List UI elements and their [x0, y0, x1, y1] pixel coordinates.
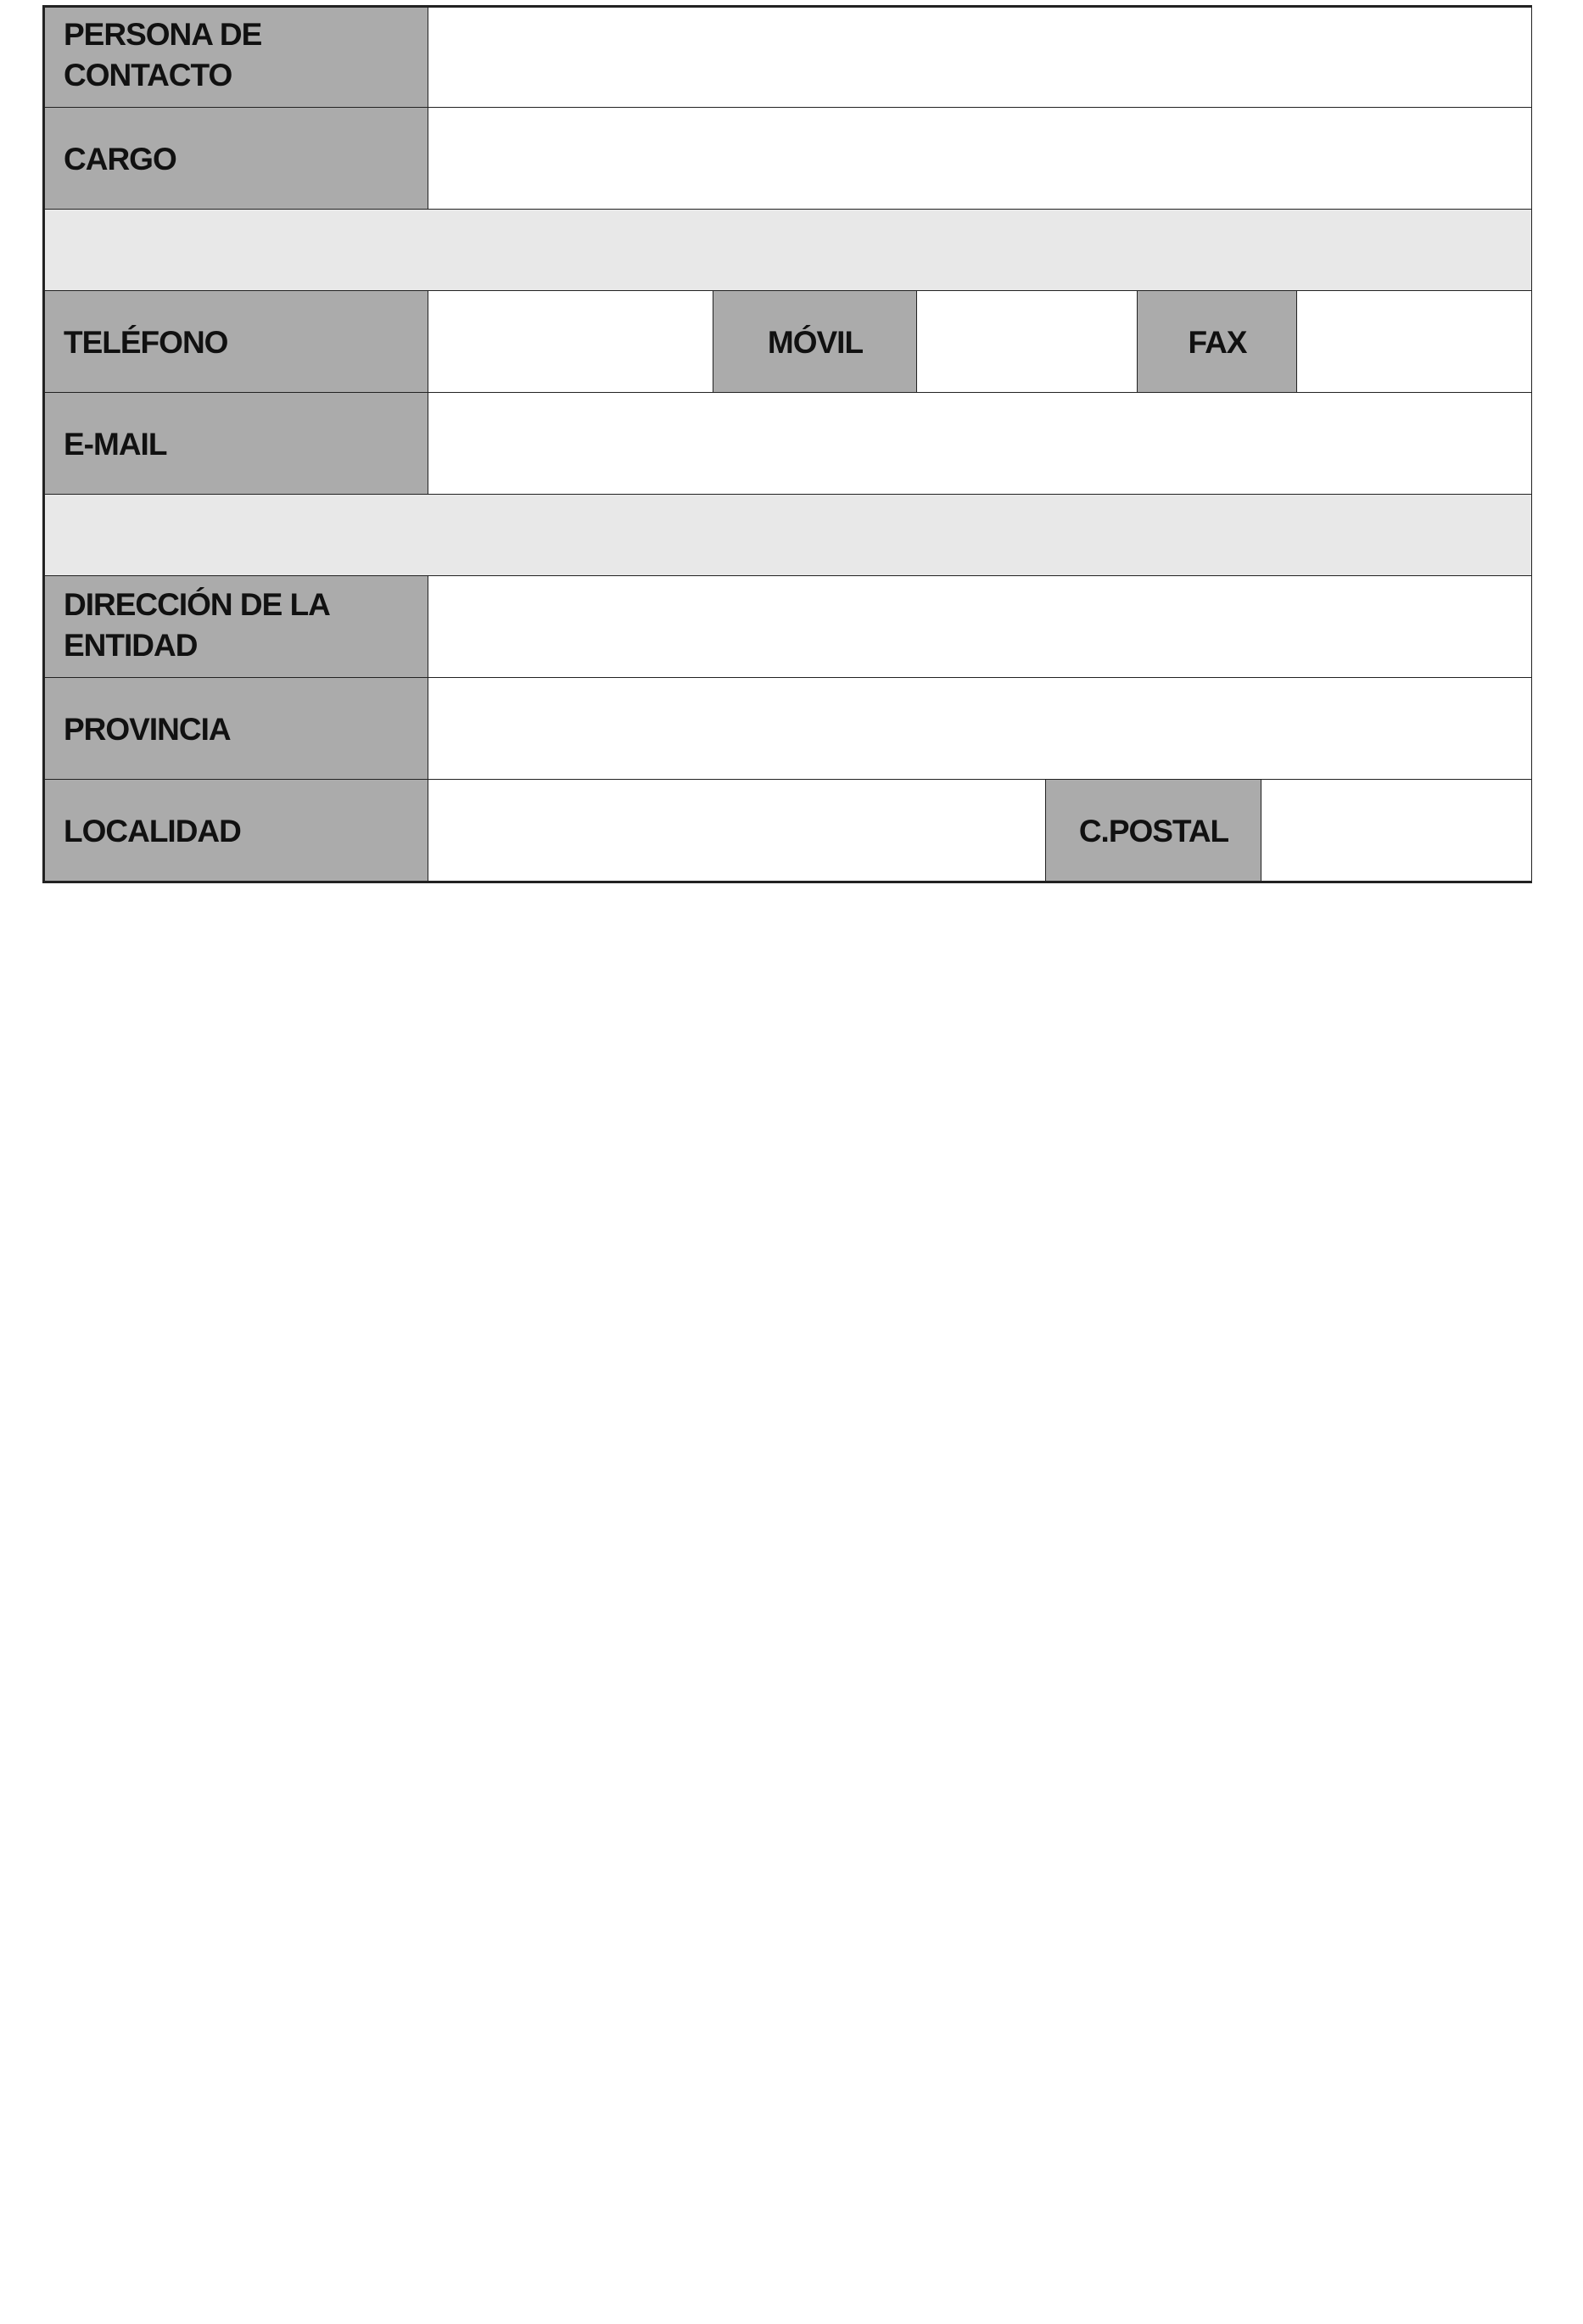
- address-field[interactable]: [428, 575, 1532, 679]
- address-label-line2: ENTIDAD: [64, 628, 198, 663]
- locality-label-cell: [44, 779, 429, 882]
- section-separator-2: [44, 494, 1532, 577]
- mobile-field[interactable]: [916, 290, 1138, 394]
- email-label: E-MAIL: [64, 427, 167, 462]
- position-label-cell: [44, 107, 429, 210]
- fax-label-cell: [1137, 290, 1298, 394]
- address-label-line1: DIRECCIÓN DE LA: [64, 587, 330, 622]
- position-label: CARGO: [64, 142, 176, 176]
- mobile-label: MÓVIL: [767, 325, 864, 360]
- province-label-cell: [44, 677, 429, 781]
- fax-field[interactable]: [1296, 290, 1532, 394]
- locality-label: LOCALIDAD: [64, 814, 241, 848]
- fax-label: FAX: [1188, 325, 1247, 360]
- contact-person-label-line2: CONTACTO: [64, 58, 232, 92]
- locality-field[interactable]: [428, 779, 1047, 882]
- postal-code-field[interactable]: [1261, 779, 1532, 882]
- phone-field[interactable]: [428, 290, 714, 394]
- mobile-label-cell: [713, 290, 918, 394]
- postal-code-label-cell: [1045, 779, 1262, 882]
- contact-person-label-cell: [44, 7, 429, 109]
- phone-label-cell: [44, 290, 429, 394]
- email-field[interactable]: [428, 392, 1532, 496]
- contact-form-table: [42, 5, 1532, 883]
- contact-person-field[interactable]: [428, 7, 1532, 109]
- section-separator-1: [44, 209, 1532, 292]
- address-label-cell: [44, 575, 429, 679]
- province-field[interactable]: [428, 677, 1532, 781]
- contact-person-label-line1: PERSONA DE: [64, 17, 262, 52]
- position-field[interactable]: [428, 107, 1532, 210]
- postal-code-label: C.POSTAL: [1078, 814, 1229, 848]
- phone-label: TELÉFONO: [64, 325, 228, 360]
- province-label: PROVINCIA: [64, 712, 231, 747]
- email-label-cell: [44, 392, 429, 496]
